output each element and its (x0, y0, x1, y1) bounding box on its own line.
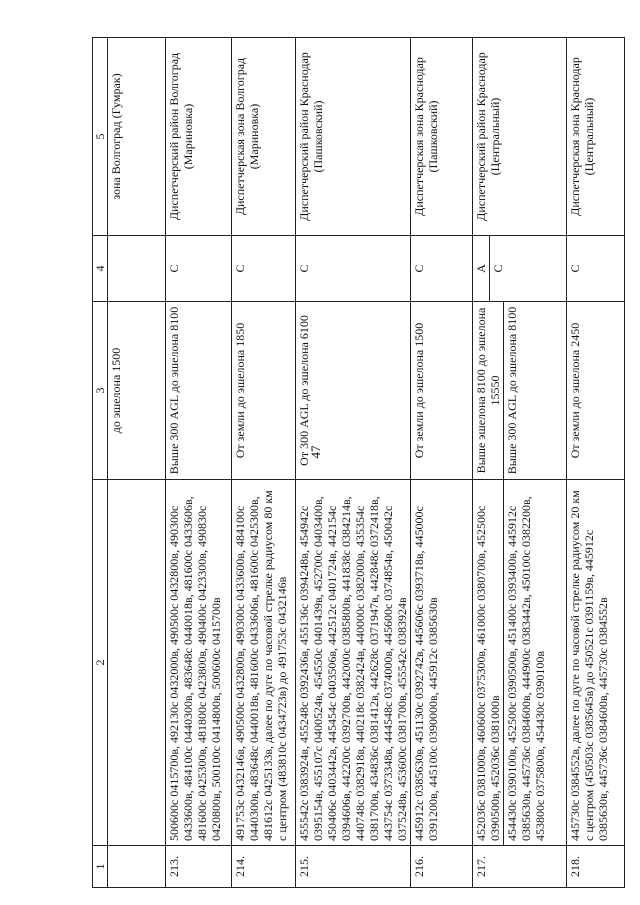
cell-coords (108, 480, 166, 846)
table-row-218 (567, 38, 625, 888)
vertical-part-b: Выше 300 AGL до эшелона 8100 (503, 302, 519, 479)
cell-num: 218. (567, 846, 625, 888)
header-cell-5: 5 (93, 38, 108, 236)
cell-class: С (567, 236, 625, 302)
cell-coords (473, 480, 567, 846)
cell-class (473, 236, 567, 302)
cell-vertical: Выше 300 AGL до эшелона 8100 (166, 302, 232, 480)
table-row-214 (232, 38, 296, 888)
cell-vertical (473, 302, 567, 480)
cell-vertical: до эшелона 1500 (108, 302, 166, 480)
cell-num: 217. (473, 846, 567, 888)
cell-coords: 445730с 0384552в, далее по дуге по часовой стрелке радиусом 20 км с центром (450503с 0385645в) до 450521с 0391159в, 445912с 0385630в, 445736с 0384600в, 445730с 0384552в (567, 480, 625, 846)
cell-vertical: От земли до эшелона 2450 (567, 302, 625, 480)
table-row-216 (411, 38, 473, 888)
header-cell-4: 4 (93, 236, 108, 302)
header-row (93, 38, 108, 888)
cell-unit: зона Волгоград (Гумрак) (108, 38, 166, 236)
cell-vertical: От земли до эшелона 1850 (232, 302, 296, 480)
table-row-215 (296, 38, 411, 888)
cell-num: 216. (411, 846, 473, 888)
cell-coords: 491753с 0432146в, 490500с 0432800в, 490300с 0433600в, 484100с 0440300в, 483648с 0440018в, 481600с 0433606в, 481600с 0425300в, 481612с 0425133в, далее по дуге по часовой стрелке радиусом 80 км с центром (483810с 0434723в) до 491753с 0432146в (232, 480, 296, 846)
header-cell-3: 3 (93, 302, 108, 480)
cell-coords: 445912с 0385630в, 451130с 0392742в, 445606с 0393718в, 445000с 0391200в, 445100с 0390000в, 445912с 0385630в (411, 480, 473, 846)
cell-class: С (296, 236, 411, 302)
cell-class (108, 236, 166, 302)
table-row-213 (166, 38, 232, 888)
header-cell-1: 1 (93, 846, 108, 888)
cell-class: С (411, 236, 473, 302)
table-row-217 (473, 38, 567, 888)
cell-unit: Диспетчерская зона Краснодар (Центральный) (567, 38, 625, 236)
cell-num: 213. (166, 846, 232, 888)
cell-unit: Диспетчерская зона Волгоград (Мариновка) (232, 38, 296, 236)
cell-num (108, 846, 166, 888)
header-cell-2: 2 (93, 480, 108, 846)
cell-unit: Диспетчерский район Волгоград (Мариновка) (166, 38, 232, 236)
coords-part-b: 454430с 0390100в, 452500с 0390500в, 451400с 0393400в, 445912с 0385630в, 445736с 0384600в, 444900с 0383442в, 450100с 0382200в, 453800с 0375800в, 454430с 0390100в (503, 480, 547, 845)
class-part-b: С (489, 236, 505, 301)
cell-class: С (166, 236, 232, 302)
cell-vertical: От 300 AGL до эшелона 6100 (296, 302, 411, 480)
cell-vertical: От земли до эшелона 1500 (411, 302, 473, 480)
page-number: 47 (308, 445, 323, 459)
airspace-table (92, 37, 625, 888)
cell-num: 214. (232, 846, 296, 888)
cell-num: 215. (296, 846, 411, 888)
coords-part-a: 452036с 0381000в, 460600с 0375300в, 461000с 0380700в, 452500с 0390500в, 452036с 0381000в (474, 505, 502, 841)
cell-unit: Диспетчерский район Краснодар (Центральный) (473, 38, 567, 236)
cell-class: С (232, 236, 296, 302)
table-row-continuation (108, 38, 166, 888)
vertical-part-a: Выше эшелона 8100 до эшелона 15550 (474, 307, 502, 474)
cell-coords: 455542с 0383924в, 455248с 0392436в, 455136с 0394248в, 454942с 0395154в, 455107с 0400524в, 454550с 0401439в, 452700с 0403400в, 450406с 0403442в, 445454с 0403506в, 442512с 0401724в, 442154с 0394606в, 442200с 0392700в, 442000с 0385800в, 441838с 0384214в, 440748с 0382918в, 440218с 0382424в, 440000с 0382000в, 435354с 0381700в, 434836с 0381412в, 442628с 0371947в, 442848с 0372418в, 443754с 0373348в, 444548с 0374000в, 445600с 0374854в, 450042с 0375248в, 453600с 0381700в, 455542с 0383924в (296, 480, 411, 846)
cell-unit: Диспетчерский район Краснодар (Пашковский) (296, 38, 411, 236)
cell-unit: Диспетчерская зона Краснодар (Пашковский) (411, 38, 473, 236)
rotated-table-container (92, 38, 610, 888)
cell-coords: 500600с 0415700в, 492130с 0432000в, 490500с 0432800в, 490300с 0433600в, 484100с 0440300в, 483648с 0440018в, 481600с 0433606в, 481600с 0425300в, 481800с 0423800в, 490400с 0423300в, 490830с 0420800в, 500100с 0414800в, 500600с 0415700в (166, 480, 232, 846)
class-part-a: А (474, 264, 488, 273)
